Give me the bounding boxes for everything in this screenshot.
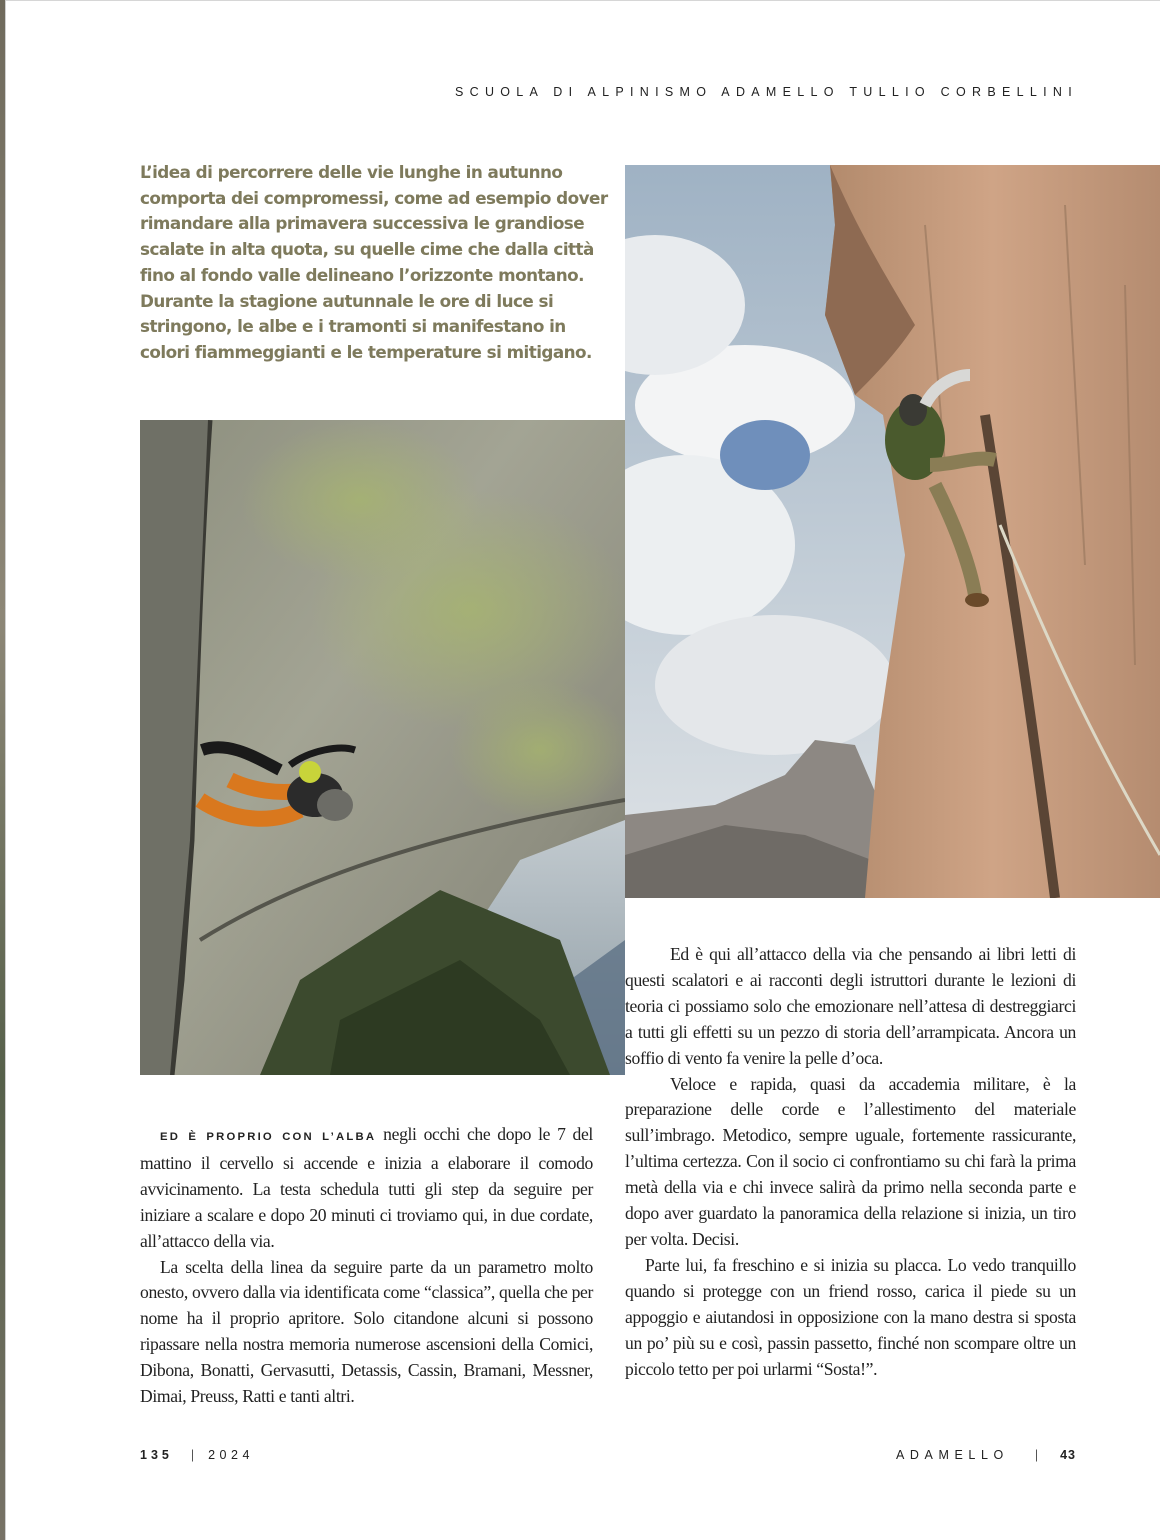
cloud-3 <box>655 615 895 755</box>
right-paragraph-1: Ed è qui all’attacco della via che pensando ai libri letti di questi scalatori e ai racconti degli istruttori durante le lezioni di teoria ci possiamo solo che emozionare nell’attesa di destreggiarci a tutti gli effetti su un pezzo di storia dell’arrampicata. Ancora un soffio di vento fa venire la pelle d’oca. <box>625 944 1076 1068</box>
lead-in-smallcaps: ED È PROPRIO CON L’ALBA <box>160 1131 377 1143</box>
lichen-patch-2 <box>240 420 480 580</box>
left-column <box>140 1122 593 1410</box>
left-paragraph-1 <box>140 1122 593 1255</box>
lead-text-2: Durante la stagione autunnale le ore di luce si stringono, le albe e i tramonti si manifestano in colori fiammeggianti e le temperature si mitigano. <box>140 290 592 362</box>
left-paragraph-2: La scelta della linea da seguire parte da un parametro molto onesto, ovvero dalla via identificata come “classica”, quella che per nome ha il proprio apritore. Solo citandone alcuni si possono ripassare nella nostra memoria numerose ascensioni della Comici, Dibona, Bonatti, Gervasutti, Detassis, Cassin, Bramani, Messner, Dimai, Preuss, Ratti e tanti altri. <box>140 1256 593 1407</box>
footer-separator-left: | <box>190 1448 195 1462</box>
lichen-patch-3 <box>450 680 625 820</box>
right-paragraph-2: Veloce e rapida, quasi da accademia militare, è la preparazione delle corde e l’allestimento del materiale sull’imbrago. Metodico, sempre uguale, fortemente rassicurante, l’ultima certezza. Con il socio ci confrontiamo su chi farà la prima metà della via e chi invece salirà da primo nella seconda parte e dopo aver guardato la panoramica della relazione si inizia, un tiro per volta. Decisi. <box>625 1073 1076 1249</box>
page-number: 43 <box>1060 1448 1076 1462</box>
photo-granite-climber <box>140 420 625 1075</box>
photo-limestone-climber <box>625 165 1160 898</box>
left-paragraph-1-text: negli occhi che dopo le 7 del mattino il cervello si accende e inizia a elaborare il comodo avvicinamento. La testa schedula tutti gli step da seguire per iniziare a scalare e dopo 20 minuti ci troviamo qui, in due cordate, all’attacco della via. <box>140 1124 593 1251</box>
footer-right <box>896 1448 1076 1462</box>
sky-blue-patch <box>720 420 810 490</box>
lead-paragraph <box>140 160 610 366</box>
footer-year: 2024 <box>208 1448 254 1462</box>
magazine-name: ADAMELLO <box>895 1448 1009 1462</box>
footer-separator-right: | <box>1034 1448 1039 1462</box>
lead-text-1: L’idea di percorrere delle vie lunghe in autunno comporta dei compromessi, come ad esempio dover rimandare alla primavera successiva le grandiose scalate in alta quota, su quelle cime che dalla città fino al fondo valle delineano l’orizzonte montano. <box>140 162 608 285</box>
issue-number: 135 <box>140 1448 173 1462</box>
running-header: SCUOLA DI ALPINISMO ADAMELLO TULLIO CORBELLINI <box>454 85 1078 99</box>
photo-granite-climber-image <box>140 420 625 1075</box>
footer-left <box>140 1448 254 1462</box>
right-paragraph-3: Parte lui, fa freschino e si inizia su placca. Lo vedo tranquillo quando si protegge con un friend rosso, carica il piede su un appoggio e aiutandosi in opposizione con la mano destra si sposta un po’ più su e così, passin passetto, finché non scompare oltre un piccolo tetto per poi urlarmi “Sosta!”. <box>625 1254 1076 1379</box>
page-top-border <box>0 0 1160 1</box>
right-column <box>625 942 1076 1382</box>
page-left-edge-line <box>5 0 6 1540</box>
photo-limestone-climber-image <box>625 165 1160 898</box>
